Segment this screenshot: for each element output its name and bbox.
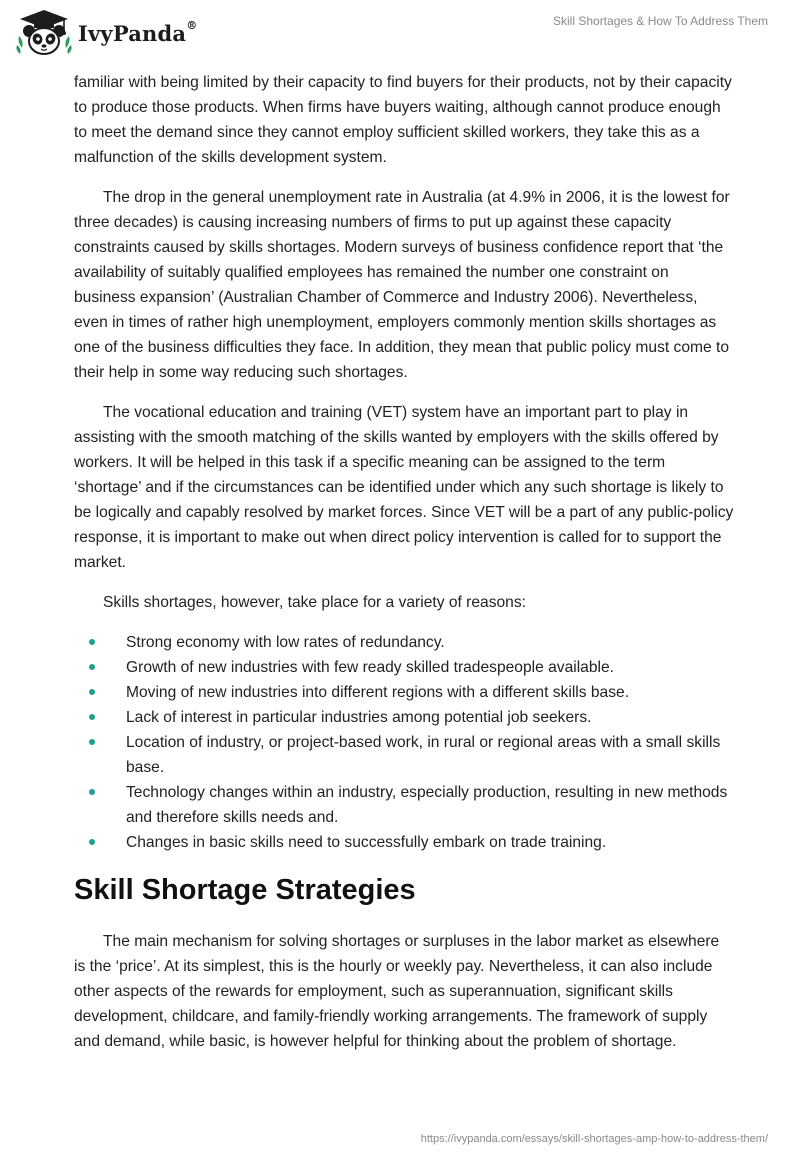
- list-item-text: Technology changes within an industry, especially production, resulting in new methods and therefore skills needs and.: [126, 784, 728, 826]
- list-item-text: Changes in basic skills need to successfully embark on trade training.: [126, 834, 607, 851]
- section-heading: Skill Shortage Strategies: [74, 874, 416, 906]
- brand-text: IvyPanda: [78, 20, 187, 46]
- bullet-dot: [89, 664, 95, 670]
- paragraph-reasons-intro: Skills shortages, however, take place for a variety of reasons:: [103, 594, 526, 611]
- reasons-list: [74, 630, 734, 855]
- list-item-text: Location of industry, or project-based work, in rural or regional areas with a small skills base.: [126, 734, 721, 776]
- essay-content: [74, 70, 734, 1069]
- page-header: [0, 0, 800, 70]
- ivypanda-logo[interactable]: [16, 8, 197, 58]
- list-item: [74, 655, 734, 680]
- list-item-text: Lack of interest in particular industries among potential job seekers.: [126, 709, 592, 726]
- panda-graduate-icon: [16, 8, 72, 58]
- paragraph-continued: familiar with being limited by their capacity to find buyers for their products, not by their capacity to produce those products. When firms have buyers waiting, although cannot produce enough to meet the demand since they cannot employ sufficient skilled workers, they take this as a malfunction of the skills development system.: [74, 74, 732, 166]
- list-item-text: Strong economy with low rates of redundancy.: [126, 634, 445, 651]
- list-item-text: Growth of new industries with few ready skilled tradespeople available.: [126, 659, 614, 676]
- bullet-dot: [89, 639, 95, 645]
- list-item: [74, 680, 734, 705]
- bullet-dot: [89, 714, 95, 720]
- paragraph-vet-system: The vocational education and training (VET) system have an important part to play in assisting with the smooth matching of the skills wanted by employers with the skills offered by workers. It will be helped in this task if a specific meaning can be assigned to the term ‘shortage’ and if the circumstances can be identified under which any such shortage is likely to be logically and capably resolved by market forces. Since VET will be a part of any public-policy response, it is important to make out when direct policy intervention is called for to support the market.: [74, 404, 734, 571]
- bullet-dot: [89, 739, 95, 745]
- bullet-dot: [89, 839, 95, 845]
- registered-mark: ®: [186, 18, 198, 32]
- source-url[interactable]: https://ivypanda.com/essays/skill-shortages-amp-how-to-address-them/: [420, 1133, 768, 1145]
- paragraph-unemployment: The drop in the general unemployment rate in Australia (at 4.9% in 2006, it is the lowest for three decades) is causing increasing numbers of firms to put up against these capacity constraints caused by skills shortages. Modern surveys of business confidence report that ‘the availability of suitably qualified employees has remained the number one constraint on business expansion’ (Australian Chamber of Commerce and Industry 2006). Nevertheless, even in times of rather high unemployment, employers commonly mention skills shortages as one of the business difficulties they face. In addition, they mean that public policy must come to their help in some way reducing such shortages.: [74, 189, 730, 381]
- list-item: [74, 630, 734, 655]
- list-item: [74, 780, 734, 830]
- bullet-dot: [89, 789, 95, 795]
- brand-name: [78, 18, 198, 46]
- paragraph-price-mechanism: The main mechanism for solving shortages or surpluses in the labor market as elsewhere is the ‘price’. At its simplest, this is the hourly or weekly pay. Nevertheless, it can also include other aspects of the rewards for employment, such as superannuation, significant skills development, childcare, and family-friendly working arrangements. The framework of supply and demand, while basic, is however helpful for thinking about the problem of shortage.: [74, 933, 720, 1050]
- list-item-text: Moving of new industries into different regions with a different skills base.: [126, 684, 630, 701]
- list-item: [74, 730, 734, 780]
- list-item: [74, 830, 734, 855]
- bullet-dot: [89, 689, 95, 695]
- list-item: [74, 705, 734, 730]
- document-title: Skill Shortages & How To Address Them: [553, 14, 768, 28]
